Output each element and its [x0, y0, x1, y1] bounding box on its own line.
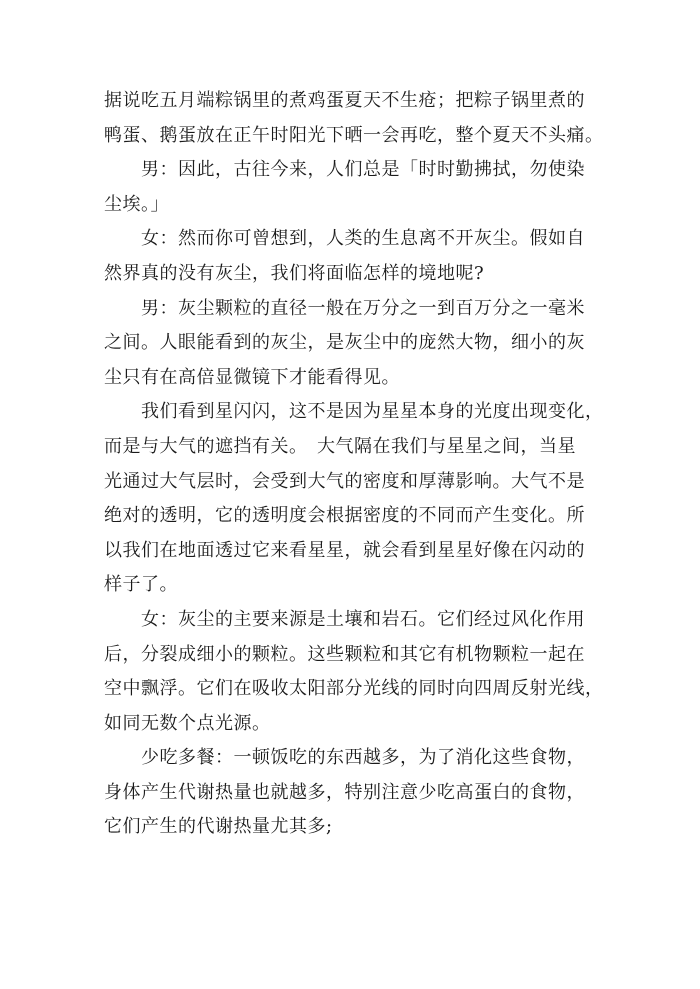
text-line: 空中飘浮。它们在吸收太阳部分光线的同时向四周反射光线， — [104, 678, 604, 700]
text-line: 如同无数个点光源。 — [104, 712, 271, 734]
paragraph-1 — [104, 84, 604, 153]
text-line: 而是与大气的遮挡有关。 大气隔在我们与星星之间，当星 — [104, 435, 576, 457]
text-line: 它们产生的代谢热量尤其多; — [104, 816, 333, 838]
document-page — [104, 84, 604, 845]
text-line: 然界真的没有灰尘，我们将面临怎样的境地呢? — [104, 262, 485, 284]
text-line: 我们看到星闪闪，这不是因为星星本身的光度出现变化， — [141, 401, 604, 423]
paragraph-4 — [104, 292, 604, 396]
text-line: 身体产生代谢热量也就越多，特别注意少吃高蛋白的食物， — [104, 781, 585, 803]
paragraph-5 — [104, 395, 604, 603]
text-line: 据说吃五月端粽锅里的煮鸡蛋夏天不生疮；把粽子锅里煮的 — [104, 90, 585, 111]
text-line: 后，分裂成细小的颗粒。这些颗粒和其它有机物颗粒一起在 — [104, 643, 585, 665]
paragraph-3 — [104, 222, 604, 291]
text-line: 尘埃。」 — [104, 193, 169, 215]
text-line: 尘只有在高倍显微镜下才能看得见。 — [104, 366, 400, 388]
paragraph-2 — [104, 153, 604, 222]
text-line: 之间。人眼能看到的灰尘，是灰尘中的庞然大物，细小的灰 — [104, 332, 585, 354]
text-line: 女：然而你可曾想到，人类的生息离不开灰尘。假如自 — [141, 228, 585, 250]
text-line: 女：灰尘的主要来源是土壤和岩石。它们经过风化作用 — [141, 608, 585, 630]
text-line: 男：灰尘颗粒的直径一般在万分之一到百万分之一毫米 — [141, 297, 585, 319]
paragraph-7 — [104, 741, 604, 845]
text-line: 光通过大气层时，会受到大气的密度和厚薄影响。大气不是 — [104, 470, 585, 492]
text-line: 男：因此，古往今来，人们总是「时时勤拂拭，勿使染 — [141, 159, 585, 181]
text-line: 绝对的透明，它的透明度会根据密度的不同而产生变化。所 — [104, 505, 585, 527]
text-line: 鸭蛋、鹅蛋放在正午时阳光下晒一会再吃，整个夏天不头痛。 — [104, 124, 604, 146]
text-line: 样子了。 — [104, 574, 178, 596]
text-line: 少吃多餐：一顿饭吃的东西越多，为了消化这些食物， — [141, 747, 585, 769]
paragraph-6 — [104, 603, 604, 741]
text-line: 以我们在地面透过它来看星星，就会看到星星好像在闪动的 — [104, 539, 585, 561]
